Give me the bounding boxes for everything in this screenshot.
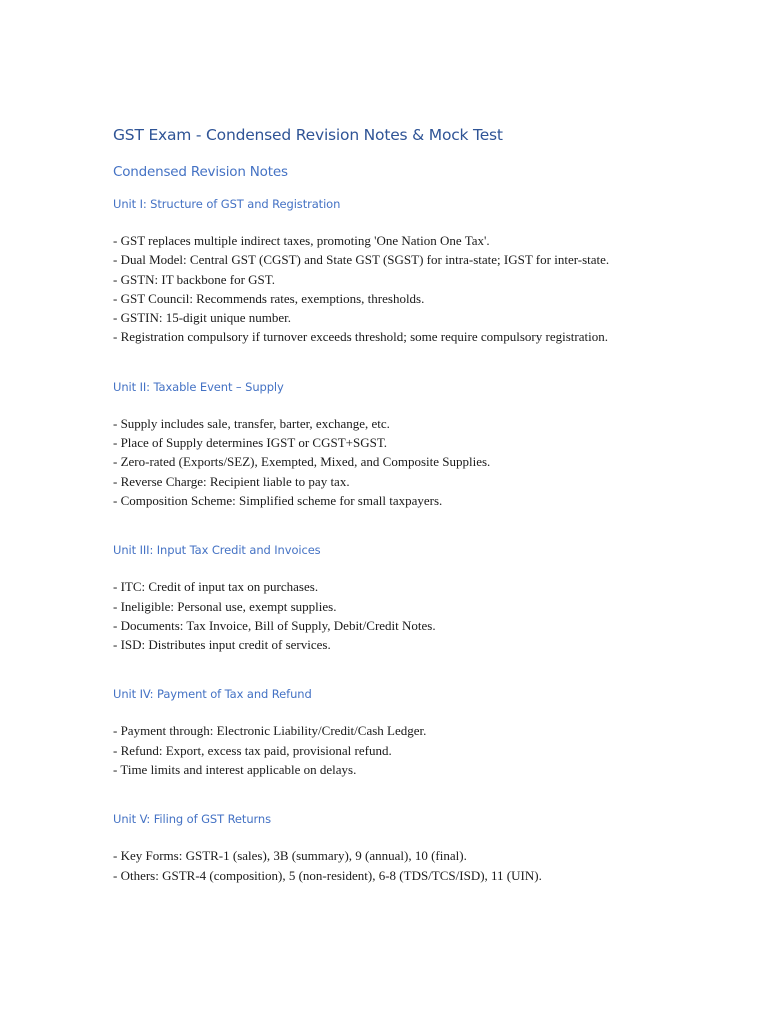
unit-1 (113, 196, 728, 347)
note-line: - GST Council: Recommends rates, exemptions, thresholds. (113, 290, 425, 306)
document-title: GST Exam - Condensed Revision Notes & Mock Test (113, 126, 503, 144)
note-line: - Place of Supply determines IGST or CGST+SGST. (113, 435, 388, 451)
unit-notes (113, 414, 728, 510)
note-line: - Time limits and interest applicable on delays. (113, 762, 357, 778)
note-line: - ITC: Credit of input tax on purchases. (113, 579, 319, 595)
note-line: - Zero-rated (Exports/SEZ), Exempted, Mixed, and Composite Supplies. (113, 454, 491, 470)
unit-heading: Unit V: Filing of GST Returns (113, 812, 272, 827)
note-line: - Composition Scheme: Simplified scheme for small taxpayers. (113, 492, 443, 508)
unit-heading: Unit II: Taxable Event – Supply (113, 379, 284, 394)
unit-5 (113, 811, 728, 885)
note-line: - ISD: Distributes input credit of services. (113, 637, 331, 653)
note-line: - GST replaces multiple indirect taxes, promoting 'One Nation One Tax'. (113, 233, 490, 248)
unit-3 (113, 542, 728, 654)
unit-notes (113, 846, 728, 885)
note-line: - Key Forms: GSTR-1 (sales), 3B (summary), 9 (annual), 10 (final). (113, 848, 467, 864)
unit-heading: Unit I: Structure of GST and Registration (113, 197, 341, 211)
unit-notes (113, 577, 728, 654)
unit-heading: Unit III: Input Tax Credit and Invoices (113, 543, 321, 558)
note-line: - GSTN: IT backbone for GST. (113, 271, 275, 287)
note-line: - Others: GSTR-4 (composition), 5 (non-resident), 6-8 (TDS/TCS/ISD), 11 (UIN). (113, 867, 542, 883)
unit-notes (113, 721, 728, 779)
unit-notes (113, 231, 728, 347)
section-title: Condensed Revision Notes (113, 164, 288, 180)
note-line: - Refund: Export, excess tax paid, provisional refund. (113, 742, 392, 758)
note-line: - Dual Model: Central GST (CGST) and State GST (SGST) for intra-state; IGST for inter-state. (113, 252, 610, 268)
unit-2 (113, 379, 728, 510)
note-line: - Reverse Charge: Recipient liable to pay tax. (113, 473, 350, 489)
unit-4 (113, 686, 728, 779)
note-line: - Supply includes sale, transfer, barter, exchange, etc. (113, 415, 390, 431)
unit-heading: Unit IV: Payment of Tax and Refund (113, 687, 312, 702)
note-line: - Payment through: Electronic Liability/Credit/Cash Ledger. (113, 723, 427, 739)
note-line: - Ineligible: Personal use, exempt supplies. (113, 598, 337, 614)
note-line: - Documents: Tax Invoice, Bill of Supply, Debit/Credit Notes. (113, 617, 436, 633)
note-line: - GSTIN: 15-digit unique number. (113, 310, 292, 326)
note-line: - Registration compulsory if turnover exceeds threshold; some require compulsory registration. (113, 329, 608, 345)
